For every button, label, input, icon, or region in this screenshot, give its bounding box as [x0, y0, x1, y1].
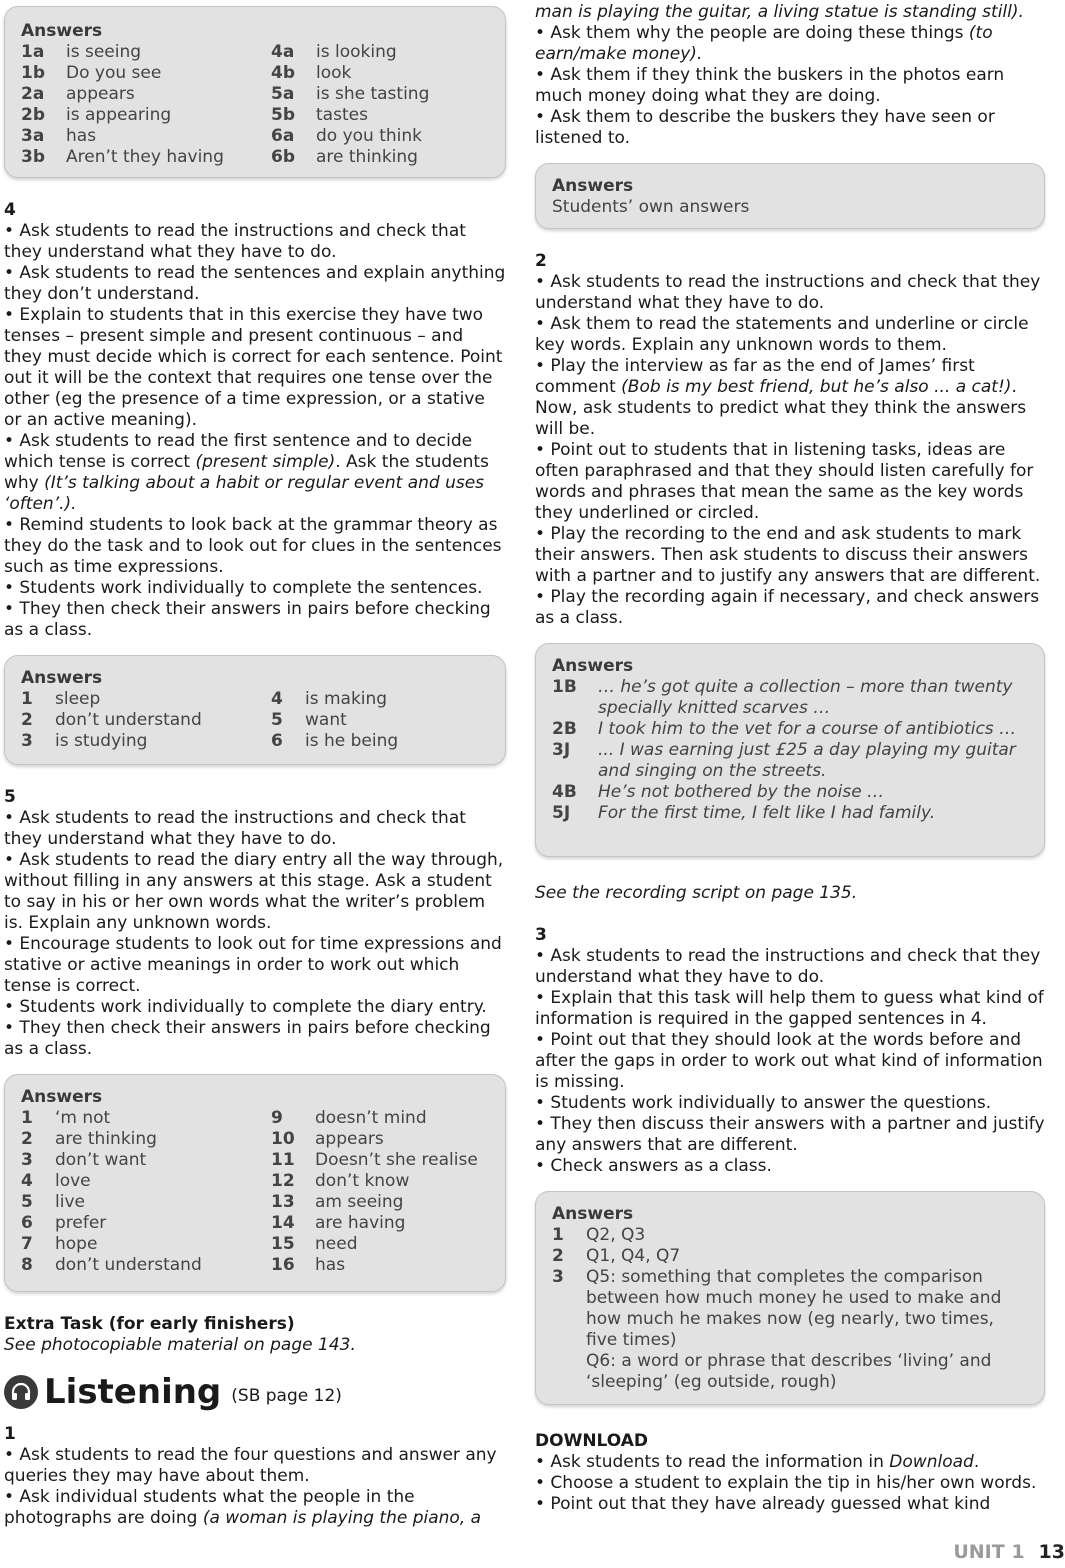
answer-item [552, 1351, 1030, 1393]
answer-item [271, 1171, 491, 1192]
extra-task-title: Extra Task (for early finishers) [4, 1314, 295, 1334]
answer-item [271, 689, 491, 710]
bullet-text: . [973, 1452, 980, 1472]
answer-text: don’t want [55, 1150, 147, 1170]
answer-number: 5 [271, 710, 283, 730]
answer-text: ... I was earning just £25 a day playing my guitar and singing on the streets. [598, 740, 1016, 781]
bullet: • Students work individually to complete the sentences. [4, 578, 483, 598]
answer-number: 7 [21, 1234, 33, 1254]
answer-number: 10 [271, 1129, 295, 1149]
answer-text: are thinking [316, 147, 418, 167]
answer-text: is making [305, 689, 388, 709]
answer-number: 1a [21, 42, 45, 62]
bullet: • Students work individually to answer the questions. [535, 1093, 992, 1113]
answer-text: sleep [55, 689, 101, 709]
answer-item [271, 1192, 491, 1213]
answer-number: 1B [552, 677, 577, 697]
answer-item [21, 731, 261, 752]
bullet-italic: (a woman is playing the piano, a [202, 1508, 482, 1528]
bullet-text: • Play the interview as far as the end of James’ first comment [535, 356, 975, 397]
bullet: • Ask students to read the instructions and check that they understand what they have to do. [4, 221, 466, 262]
answer-number: 3b [21, 147, 45, 167]
answer-number: 2a [21, 84, 45, 104]
answers-box-listening-2 [535, 643, 1045, 857]
answer-number: 6 [21, 1213, 33, 1233]
answer-item [21, 42, 261, 63]
answer-item [271, 147, 491, 168]
answer-number: 6 [271, 731, 283, 751]
bullet: • Explain that this task will help them to guess what kind of information is required in the gapped sentences in 4. [535, 988, 1044, 1029]
bullet: • Point out to students that in listening tasks, ideas are often paraphrased and that they should listen carefully for words and phrases that mean the same as the key words they underlined or circled. [535, 440, 1034, 523]
answer-number: 1 [21, 689, 33, 709]
answer-item [271, 105, 491, 126]
answer-number: 8 [21, 1255, 33, 1275]
bullet [535, 23, 1045, 65]
answer-item [21, 1150, 261, 1171]
bullet [4, 431, 506, 515]
bullet: • Point out that they have already guessed what kind [535, 1494, 991, 1514]
answer-text: Q1, Q4, Q7 [586, 1246, 681, 1266]
listening-exercise-2 [535, 251, 1045, 629]
answer-item [21, 1255, 261, 1276]
bullet: • Ask students to read the instructions and check that they understand what they have to do. [535, 272, 1041, 313]
bullet: • Ask them to describe the buskers they have seen or listened to. [535, 107, 995, 148]
answers-text: Students’ own answers [552, 197, 750, 217]
answer-number: 4a [271, 42, 295, 62]
answer-number: 4b [271, 63, 295, 83]
answer-item [271, 731, 491, 752]
answer-number: 2 [21, 710, 33, 730]
headphones-icon [4, 1375, 38, 1409]
bullet: • Ask students to read the instructions and check that they understand what they have to do. [4, 808, 466, 849]
bullet: • Ask students to read the four questions and answer any queries they may have about them. [4, 1445, 497, 1486]
listening-heading [4, 1370, 506, 1414]
answer-item [552, 740, 1030, 782]
answer-item [552, 1246, 1030, 1267]
answer-item [271, 63, 491, 84]
recording-script-note: See the recording script on page 135. [535, 883, 858, 903]
answers-title: Answers [21, 1087, 103, 1107]
download-section [535, 1431, 1045, 1515]
answer-number: 15 [271, 1234, 295, 1254]
answer-text: has [66, 126, 97, 146]
answer-item [21, 84, 261, 105]
answer-item [271, 710, 491, 731]
bullet-italic: (Bob is my best friend, but he’s also ... a cat!) [621, 377, 1012, 397]
bullet-italic: (present simple) [195, 452, 336, 472]
unit-label: UNIT 1 [953, 1541, 1025, 1563]
answer-text: are having [315, 1213, 406, 1233]
answer-number [552, 1351, 586, 1393]
answer-text: is she tasting [316, 84, 430, 104]
left-column [4, 0, 506, 1529]
answer-text: For the first time, I felt like I had family. [598, 803, 936, 823]
bullet-italic: (to earn/make money). [535, 23, 993, 64]
answer-text: live [55, 1192, 85, 1212]
answers-title: Answers [552, 176, 634, 196]
bullet: • Play the recording to the end and ask students to mark their answers. Then ask students to discuss their answers with a partner and to justify any answers that are different. [535, 524, 1041, 586]
answer-text: … he’s got quite a collection – more than twenty specially knitted scarves … [598, 677, 1013, 718]
answer-item [271, 1129, 491, 1150]
bullet-text: • Ask students to read the first sentence and to decide which tense is correct [4, 431, 473, 472]
bullet: • Ask them to read the statements and underline or circle key words. Explain any unknown words to them. [535, 314, 1029, 355]
bullet: • Choose a student to explain the tip in his/her own words. [535, 1473, 1037, 1493]
answer-item [21, 1192, 261, 1213]
listening-exercise-1 [4, 1424, 506, 1529]
answer-number: 9 [271, 1108, 283, 1128]
answer-item [271, 42, 491, 63]
answer-text: are thinking [55, 1129, 157, 1149]
answers-box-listening-1 [535, 163, 1045, 229]
answer-number: 6a [271, 126, 295, 146]
answer-item [552, 803, 1030, 824]
bullet: • They then discuss their answers with a partner and justify any answers that are different. [535, 1114, 1045, 1155]
answer-number: 3a [21, 126, 45, 146]
listening-exercise-3 [535, 925, 1045, 1177]
bullet: • Point out that they should look at the words before and after the gaps in order to work out what kind of information is missing. [535, 1030, 1043, 1092]
answer-text: is appearing [66, 105, 172, 125]
exercise-number: 3 [535, 925, 547, 945]
answer-text: need [315, 1234, 358, 1254]
bullet-text: • Ask students to read the information in [535, 1452, 890, 1472]
answer-text: don’t understand [55, 710, 202, 730]
answer-number: 3 [552, 1267, 564, 1287]
answer-number: 5 [21, 1192, 33, 1212]
answer-text: prefer [55, 1213, 107, 1233]
answer-item [552, 1225, 1030, 1246]
answer-number: 14 [271, 1213, 295, 1233]
answers-grid [21, 1108, 491, 1276]
bullet: • Ask them if they think the buskers in the photos earn much money doing what they are doing. [535, 65, 1005, 106]
answer-item [271, 1255, 491, 1276]
answer-item [21, 1234, 261, 1255]
bullet-italic: (It’s talking about a habit or regular event and uses ‘often’.). [4, 473, 485, 514]
answer-text: I took him to the vet for a course of antibiotics … [598, 719, 1017, 739]
answers-box-listening-3 [535, 1191, 1045, 1405]
answer-number: 1 [21, 1108, 33, 1128]
bullet: • Ask students to read the diary entry all the way through, without filling in any answers at this stage. Ask a student to say in his or her own words what the writer’s problem is. Explain any unknown words. [4, 850, 504, 933]
answer-item [271, 1150, 491, 1171]
answer-number: 2 [552, 1246, 564, 1266]
answer-number: 1b [21, 63, 45, 83]
answers-box-5 [4, 1074, 506, 1292]
bullet: • They then check their answers in pairs before checking as a class. [4, 1018, 491, 1059]
bullet: • Remind students to look back at the grammar theory as they do the task and to look out for clues in the sentences such as time expressions. [4, 515, 502, 577]
listening-title: Listening [44, 1372, 222, 1412]
bullet [535, 1452, 1045, 1473]
answer-item [21, 105, 261, 126]
extra-task-text: See photocopiable material on page 143. [4, 1335, 356, 1355]
answer-item [552, 719, 1030, 740]
bullet-text: . Ask the students why [4, 452, 489, 493]
answer-number: 1 [552, 1225, 564, 1245]
answer-item [21, 689, 261, 710]
listening-1-continued [535, 2, 1045, 149]
download-title: DOWNLOAD [535, 1431, 649, 1451]
bullet-text: • Ask individual students what the people in the photographs are doing [4, 1487, 415, 1528]
answer-text: is he being [305, 731, 399, 751]
answer-text: has [315, 1255, 346, 1275]
answer-item [271, 126, 491, 147]
answer-number: 16 [271, 1255, 295, 1275]
answer-number: 5a [271, 84, 295, 104]
answer-text: don’t understand [55, 1255, 202, 1275]
answer-item [21, 710, 261, 731]
answer-number: 2b [21, 105, 45, 125]
answer-item [21, 126, 261, 147]
answer-text: appears [66, 84, 135, 104]
answer-item [21, 147, 261, 168]
answer-text: don’t know [315, 1171, 410, 1191]
bullet: • Play the recording again if necessary, and check answers as a class. [535, 587, 1040, 628]
answer-text: is studying [55, 731, 148, 751]
answers-title: Answers [552, 656, 634, 676]
answer-text: is looking [316, 42, 397, 62]
answer-text: hope [55, 1234, 98, 1254]
answer-text: He’s not bothered by the noise … [598, 782, 885, 802]
answer-item [271, 1108, 491, 1129]
answer-item [552, 782, 1030, 803]
bullet: • Encourage students to look out for time expressions and stative or active meanings in order to work out which tense is correct. [4, 934, 502, 996]
exercise-number: 2 [535, 251, 547, 271]
answer-number: 6b [271, 147, 295, 167]
answer-item [271, 1234, 491, 1255]
answers-box-4 [4, 655, 506, 765]
answer-text: Aren’t they having [66, 147, 224, 167]
continued-line: man is playing the guitar, a living statue is standing still). [535, 2, 1024, 22]
exercise-5 [4, 787, 506, 1060]
answer-item [21, 1171, 261, 1192]
answer-text: love [55, 1171, 91, 1191]
answer-number: 4 [21, 1171, 33, 1191]
answer-item [552, 1267, 1030, 1351]
answer-number: 3J [552, 740, 571, 760]
answer-number: 4 [271, 689, 283, 709]
bullet: • Ask students to read the sentences and explain anything they don’t understand. [4, 263, 506, 304]
answer-text: appears [315, 1129, 384, 1149]
bullet-italic: Download [889, 1452, 974, 1472]
answer-text: am seeing [315, 1192, 404, 1212]
answer-text: look [316, 63, 352, 83]
answer-item [21, 1129, 261, 1150]
answer-text: want [305, 710, 347, 730]
bullet [535, 356, 1045, 440]
answer-text: ‘m not [55, 1108, 111, 1128]
answers-title: Answers [552, 1204, 634, 1224]
answer-number: 4B [552, 782, 577, 802]
bullet: • Students work individually to complete the diary entry. [4, 997, 487, 1017]
exercise-4 [4, 200, 506, 641]
extra-task [4, 1314, 506, 1356]
page-number: 13 [1038, 1541, 1065, 1563]
answers-title: Answers [21, 668, 103, 688]
answer-item [552, 677, 1030, 719]
bullet [4, 1487, 506, 1529]
bullet: • Check answers as a class. [535, 1156, 772, 1176]
answer-text: Q5: something that completes the comparison between how much money he used to make and how much he makes now (eg nearly, two times, five times) [586, 1267, 1002, 1350]
answer-text: do you think [316, 126, 423, 146]
answer-item [271, 84, 491, 105]
answer-item [21, 1213, 261, 1234]
exercise-number: 1 [4, 1424, 16, 1444]
answers-box-3 [4, 6, 506, 178]
exercise-number: 4 [4, 200, 16, 220]
answer-item [21, 1108, 261, 1129]
answers-grid [21, 42, 491, 168]
answers-title: Answers [21, 21, 103, 41]
answer-item [21, 63, 261, 84]
answers-grid [21, 689, 491, 752]
answer-text: is seeing [66, 42, 142, 62]
answer-number: 5b [271, 105, 295, 125]
answer-text: Do you see [66, 63, 162, 83]
answer-number: 11 [271, 1150, 295, 1170]
answer-number: 5J [552, 803, 571, 823]
answer-number: 2 [21, 1129, 33, 1149]
bullet: • Ask students to read the instructions and check that they understand what they have to do. [535, 946, 1041, 987]
answer-text: tastes [316, 105, 368, 125]
answer-number: 13 [271, 1192, 295, 1212]
answer-text: Doesn’t she realise [315, 1150, 478, 1170]
page-footer [953, 1540, 1065, 1564]
answer-item [271, 1213, 491, 1234]
answer-number: 3 [21, 731, 33, 751]
bullet-text: • Ask them why the people are doing these things [535, 23, 969, 43]
answer-text: Q2, Q3 [586, 1225, 646, 1245]
bullet: • Explain to students that in this exercise they have two tenses – present simple and present continuous – and they must decide which is correct for each sentence. Point out it will be the context that requires one tense over the other (eg the presence of a time expression, or a stative or an active meaning). [4, 305, 503, 430]
bullet-text: . Now, ask students to predict what they think the answers will be. [535, 377, 1027, 439]
answer-number: 3 [21, 1150, 33, 1170]
bullet: • They then check their answers in pairs before checking as a class. [4, 599, 491, 640]
listening-page-ref: (SB page 12) [231, 1386, 342, 1406]
answer-text: Q6: a word or phrase that describes ‘living’ and ‘sleeping’ (eg outside, rough) [586, 1351, 992, 1392]
answer-number: 2B [552, 719, 577, 739]
right-column [535, 0, 1045, 1515]
answer-number: 12 [271, 1171, 295, 1191]
exercise-number: 5 [4, 787, 16, 807]
answer-text: doesn’t mind [315, 1108, 427, 1128]
